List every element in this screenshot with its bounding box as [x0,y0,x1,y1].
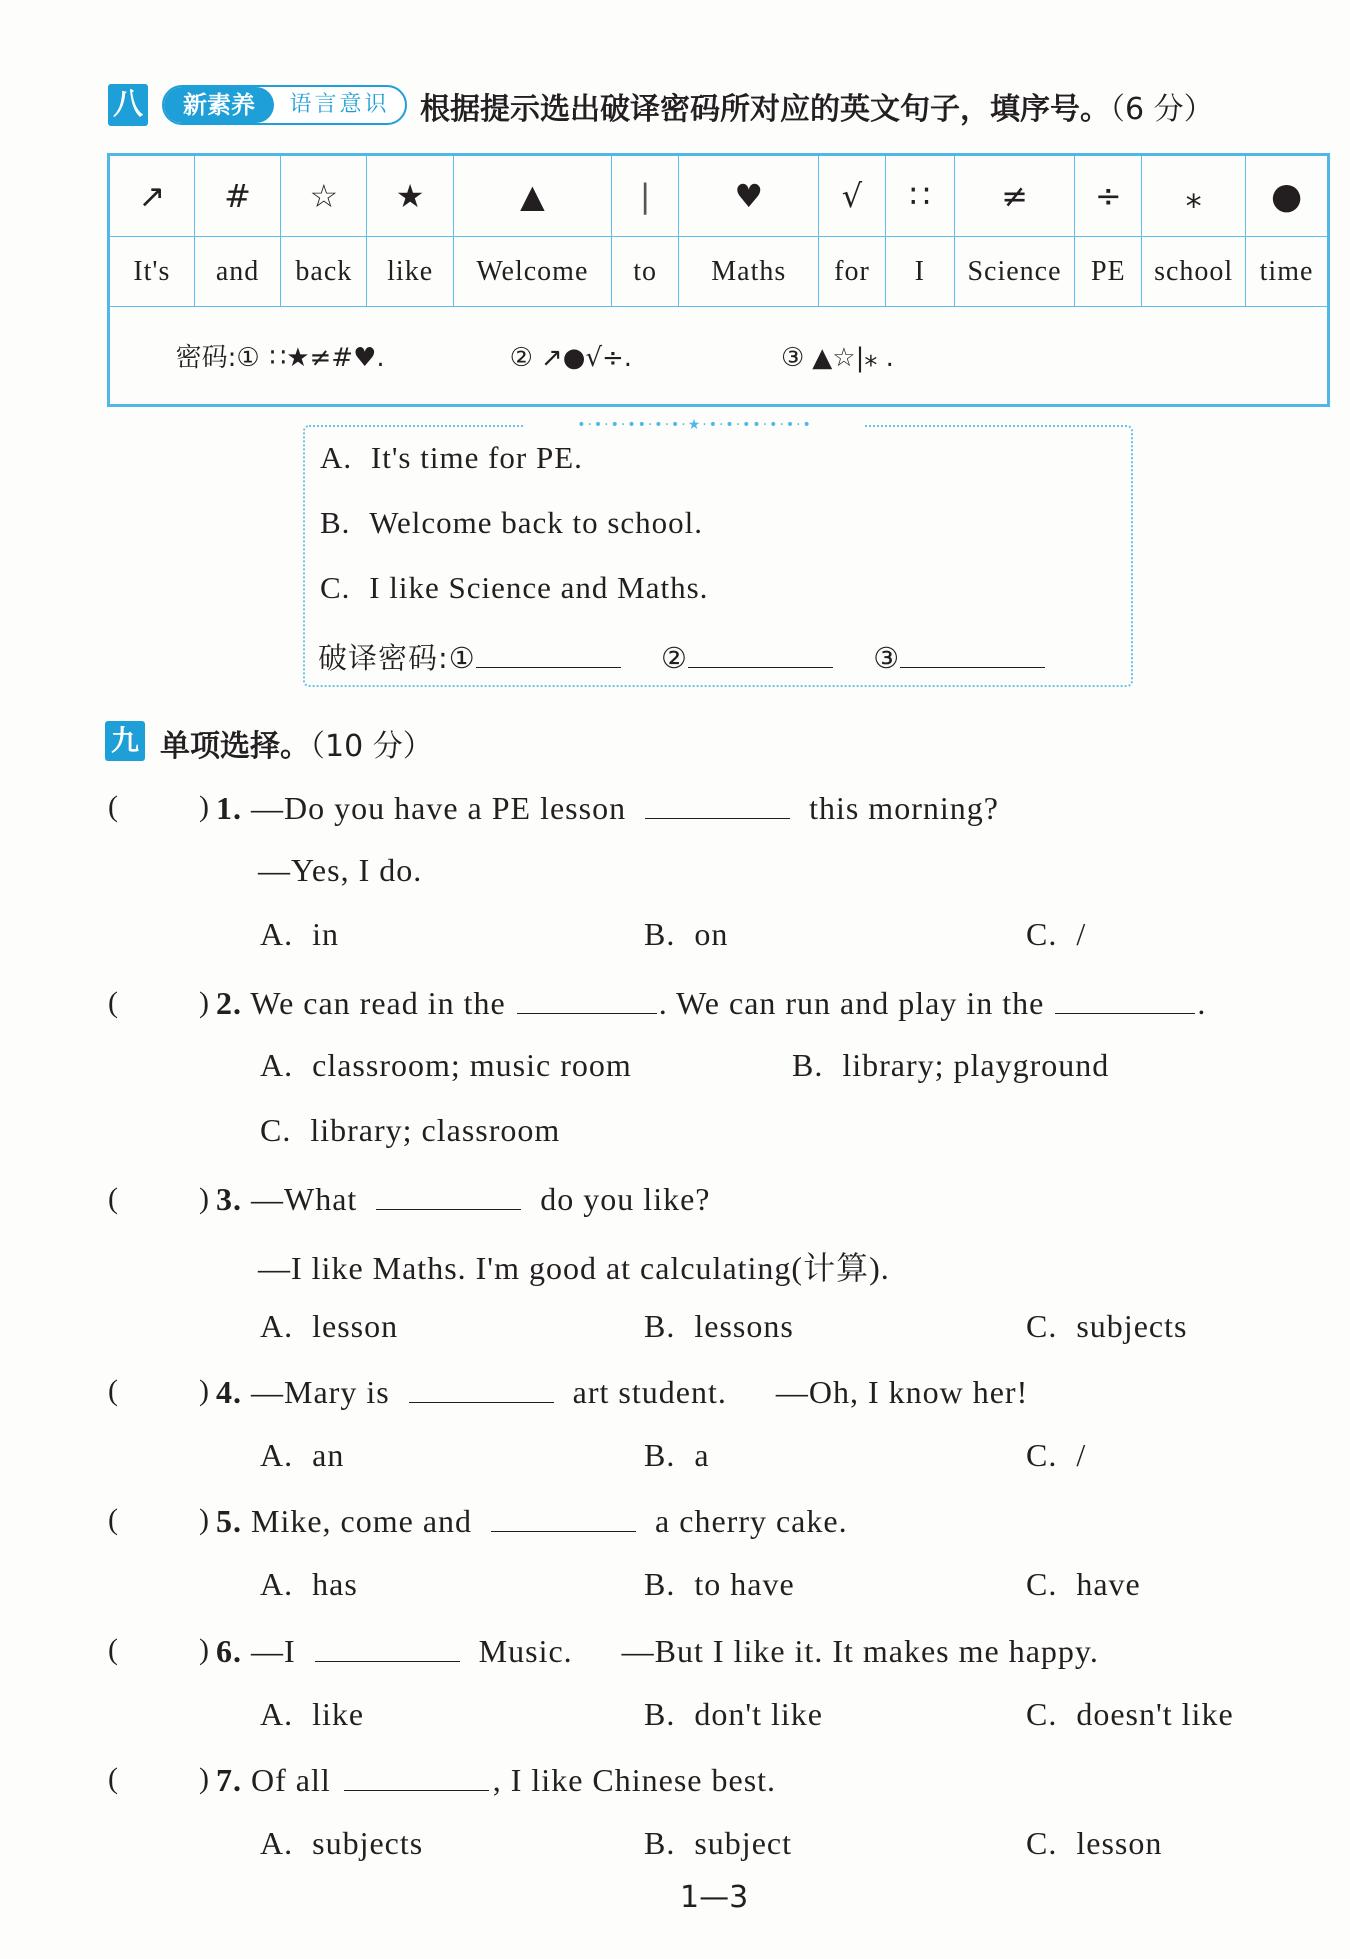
question-num: 3. [216,1181,242,1217]
answer-3-blank[interactable] [900,637,1045,668]
word-cell: It's [109,237,195,307]
option-c [320,570,708,606]
question-1-reply: —Yes, I do. [258,852,423,888]
symbol-cell: | [611,155,679,237]
option-letter: A. [260,916,294,952]
symbol-row [109,155,1329,237]
option-letter: B. [644,1308,676,1344]
q4-option-a [260,1437,344,1474]
q2-option-a [260,1047,632,1084]
code-3-seq: ▲☆|⁎ . [812,343,894,373]
symbol-cell: ☆ [281,155,367,237]
q4-option-b [644,1437,710,1474]
option-text: doesn't like [1076,1696,1234,1732]
new-literacy-badge [162,85,407,125]
answer-3-num: ③ [873,641,901,675]
q3-option-b [644,1308,794,1345]
question-text: Music. [478,1633,573,1669]
symbol-cell: ⁎ [1142,155,1246,237]
code-3-num: ③ [780,343,805,373]
question-1 [216,788,999,827]
option-text: lesson [1076,1825,1163,1861]
section-8-number: 八 [108,84,148,126]
question-text: . [1197,985,1207,1021]
question-text: —But I like it. It makes me happy. [621,1633,1099,1669]
option-a [320,440,583,476]
answer-paren-close: ) [199,1633,209,1666]
option-text: / [1076,1437,1087,1473]
question-num: 4. [216,1374,242,1410]
answer-paren-open: ( [108,1182,118,1215]
q1-option-a [260,916,339,953]
word-row [109,237,1329,307]
symbol-cell: ♥ [679,155,819,237]
option-text: lesson [312,1308,399,1344]
section-8-instruction [420,84,1214,128]
symbol-cell: ≠ [954,155,1075,237]
answer-paren-open: ( [108,1374,118,1407]
badge-sub-label: 语言意识 [289,92,390,117]
option-letter: B. [644,1825,676,1861]
section-9-title [160,721,433,765]
option-letter: C. [1026,1308,1058,1344]
option-letter: A. [260,1437,294,1473]
option-b [320,505,703,541]
question-3 [216,1179,710,1218]
option-text: classroom; music room [312,1047,632,1083]
option-letter: C. [260,1112,292,1148]
q7-option-a [260,1825,423,1862]
question-num: 6. [216,1633,242,1669]
question-text: Of all [251,1762,331,1798]
q5-option-a [260,1566,358,1603]
q1-option-b [644,916,728,953]
symbol-cell: ÷ [1075,155,1142,237]
symbol-cell: ● [1246,155,1329,237]
option-letter: C. [1026,1825,1058,1861]
question-text: this morning? [809,790,999,826]
answer-paren-close: ) [199,986,209,1019]
word-cell: and [194,237,281,307]
symbol-cell: √ [819,155,886,237]
section-9-title-text: 单项选择。 [160,729,310,764]
code-2-seq: ↗●√÷. [540,343,633,373]
question-3-reply: —I like Maths. I'm good at calculating(计算). [258,1250,890,1286]
option-letter: A. [260,1696,294,1732]
option-letter: C. [1026,1696,1058,1732]
option-letter: B. [644,1566,676,1602]
word-cell: back [281,237,367,307]
option-text: lessons [694,1308,794,1344]
option-text: has [312,1566,358,1602]
answer-paren-close: ) [199,790,209,823]
option-text: have [1076,1566,1141,1602]
word-cell: Welcome [454,237,612,307]
answer-label: 破译密码: [318,641,449,675]
q6-option-c [1026,1696,1234,1733]
question-text: —Oh, I know her! [775,1374,1029,1410]
option-letter: C. [1026,1437,1058,1473]
option-letter: C. [320,570,351,605]
question-text: —Mary is [251,1374,390,1410]
option-letter: B. [644,1437,676,1473]
q2-option-b [792,1047,1109,1084]
option-letter: B. [320,505,351,540]
question-text: —Do you have a PE lesson [251,790,627,826]
code-1-num: ① [236,343,260,373]
question-7 [216,1760,776,1799]
question-2 [216,983,1206,1022]
codes-label: 密码: [175,343,237,373]
option-letter: A. [260,1047,294,1083]
question-text: a cherry cake. [655,1503,848,1539]
answer-line [318,636,1045,677]
question-num: 1. [216,790,242,826]
symbol-cell: ▲ [454,155,612,237]
symbol-cell: ∷ [885,155,954,237]
word-cell: time [1246,237,1329,307]
option-text: library; playground [842,1047,1110,1083]
cipher-table [107,153,1330,407]
option-text: library; classroom [310,1112,561,1148]
question-blank[interactable] [645,788,790,819]
option-text: like [312,1696,365,1732]
option-text: It's time for PE. [370,440,583,475]
q4-option-c [1026,1437,1086,1474]
answer-paren-close: ) [199,1374,209,1407]
question-text: do you like? [540,1181,711,1217]
question-4 [216,1372,1028,1411]
option-letter: A. [260,1566,294,1602]
option-text: I like Science and Maths. [369,570,709,605]
question-blank[interactable] [491,1501,636,1532]
q7-option-b [644,1825,792,1862]
code-cell [109,307,1329,406]
answer-1-num: ① [448,641,476,675]
word-cell: Science [954,237,1075,307]
option-letter: A. [320,440,353,475]
option-text: don't like [694,1696,823,1732]
answer-2-blank[interactable] [688,637,833,668]
question-num: 2. [216,985,242,1021]
question-text: —What [251,1181,358,1217]
symbol-cell: ↗ [109,155,195,237]
section-9-number: 九 [105,721,145,761]
answer-1-blank[interactable] [476,637,621,668]
option-text: subjects [312,1825,424,1861]
option-text: in [312,916,339,952]
question-5 [216,1501,848,1540]
question-text: . We can run and play in the [658,985,1045,1021]
question-blank[interactable] [1055,983,1195,1014]
q5-option-c [1026,1566,1141,1603]
word-cell: school [1142,237,1246,307]
question-num: 5. [216,1503,242,1539]
badge-main-label: 新素养 [164,87,274,123]
option-letter: B. [792,1047,824,1083]
option-text: on [694,916,729,952]
page-number: 1—3 [680,1880,749,1915]
option-letter: A. [260,1308,294,1344]
q6-option-a [260,1696,364,1733]
option-text: an [312,1437,345,1473]
option-text: subject [694,1825,792,1861]
question-blank[interactable] [376,1179,521,1210]
word-cell: PE [1075,237,1142,307]
question-text: Mike, come and [251,1503,473,1539]
option-text: Welcome back to school. [369,505,704,540]
code-2-num: ② [509,343,533,373]
symbol-cell: # [194,155,281,237]
question-blank[interactable] [344,1760,489,1791]
stars-dots-decoration: •·•·•·••·•·•·★·•·•·••·•·•·• [525,413,865,437]
option-text: to have [694,1566,795,1602]
answer-paren-open: ( [108,1633,118,1666]
option-letter: A. [260,1825,294,1861]
question-text: —I [251,1633,296,1669]
question-text: art student. [572,1374,727,1410]
section-8-score: （6 分） [1110,92,1214,127]
option-text: subjects [1076,1308,1188,1344]
question-num: 7. [216,1762,242,1798]
word-cell: like [367,237,454,307]
question-text: , I like Chinese best. [492,1762,777,1798]
q3-option-c [1026,1308,1187,1345]
answer-paren-close: ) [199,1503,209,1536]
answer-paren-open: ( [108,1762,118,1795]
q7-option-c [1026,1825,1162,1862]
word-cell: to [611,237,679,307]
symbol-cell: ★ [367,155,454,237]
option-letter: C. [1026,916,1058,952]
q1-option-c [1026,916,1086,953]
q6-option-b [644,1696,823,1733]
answer-paren-close: ) [199,1762,209,1795]
answer-2-num: ② [661,641,688,675]
q5-option-b [644,1566,795,1603]
instruction-text: 根据提示选出破译密码所对应的英文句子，填序号。 [420,92,1110,127]
option-letter: C. [1026,1566,1058,1602]
word-cell: for [819,237,886,307]
question-6 [216,1631,1099,1670]
question-text: We can read in the [250,985,506,1021]
code-row [109,307,1329,406]
word-cell: I [885,237,954,307]
question-blank[interactable] [409,1372,554,1403]
option-text: / [1076,916,1087,952]
q3-option-a [260,1308,398,1345]
q2-option-c [260,1112,560,1149]
option-text: a [694,1437,710,1473]
answer-paren-open: ( [108,1503,118,1536]
question-blank[interactable] [315,1631,460,1662]
option-letter: B. [644,916,676,952]
code-1-seq: ∷★≠#♥. [269,343,385,373]
question-blank[interactable] [517,983,657,1014]
option-letter: B. [644,1696,676,1732]
answer-paren-open: ( [108,790,118,823]
answer-paren-open: ( [108,986,118,1019]
word-cell: Maths [679,237,819,307]
section-9-score: （10 分） [310,729,433,764]
answer-paren-close: ) [199,1182,209,1215]
